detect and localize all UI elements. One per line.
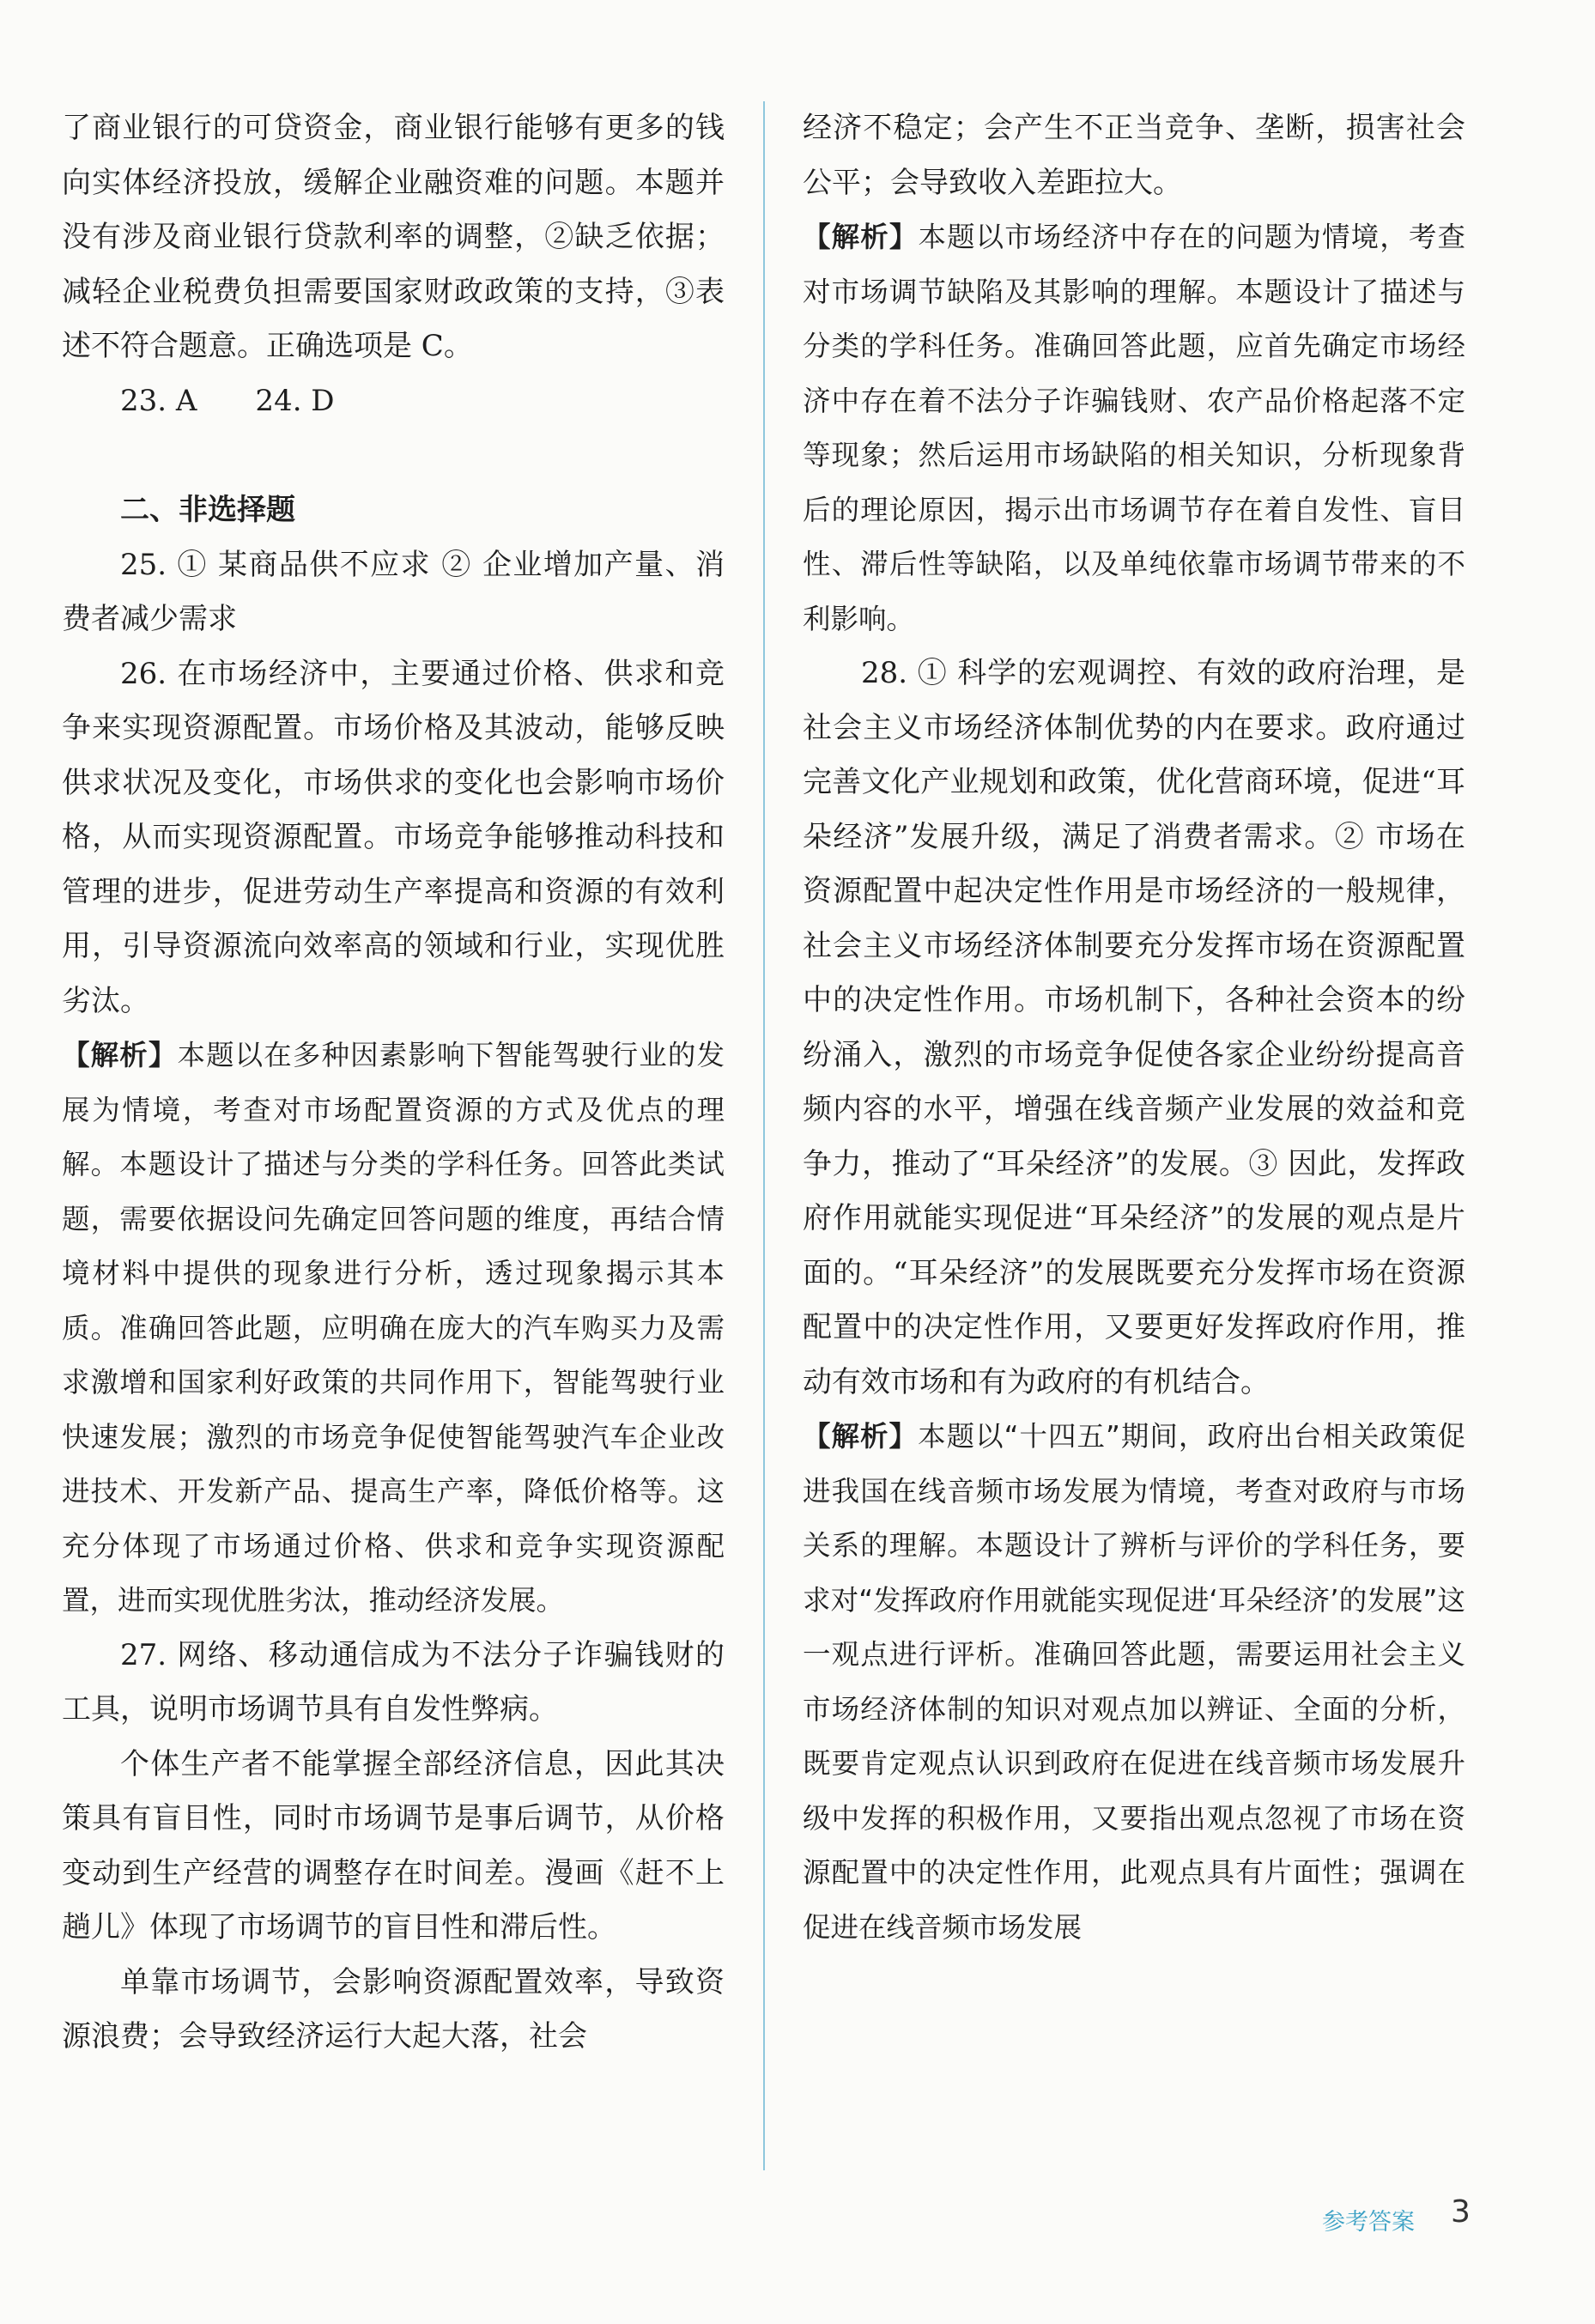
answer-27-part3: 单靠市场调节，会影响资源配置效率，导致资源浪费；会导致经济运行大起大落，社会: [62, 1964, 725, 2054]
page-number: 3: [1451, 2194, 1471, 2230]
analysis-26: [62, 1029, 725, 1629]
section-title: 二、非选择题: [120, 493, 295, 527]
answers-23-24: 23. A 24. D: [120, 383, 335, 418]
analysis-tag: 【解析】: [803, 221, 919, 253]
column-divider: [763, 101, 765, 2170]
analysis-28: [803, 1410, 1465, 1955]
left-paragraph-continuation: 了商业银行的可贷资金，商业银行能够有更多的钱向实体经济投放，缓解企业融资难的问题。本题并没有涉及商业银行贷款利率的调整，②缺乏依据；减轻企业税费负担需要国家财政政策的支持，③表述不符合题意。正确选项是 C。: [62, 111, 725, 363]
analysis-26-text: 本题以在多种因素影响下智能驾驶行业的发展为情境，考查对市场配置资源的方式及优点的理解。本题设计了描述与分类的学科任务。回答此类试题，需要依据设问先确定回答问题的维度，再结合情境材料中提供的现象进行分析，透过现象揭示其本质。准确回答此题，应明确在庞大的汽车购买力及需求激增和国家利好政策的共同作用下，智能驾驶行业快速发展；激烈的市场竞争促使智能驾驶汽车企业改进技术、开发新产品、提高生产率，降低价格等。这充分体现了市场通过价格、供求和竞争实现资源配置，进而实现优胜劣汰，推动经济发展。: [62, 1039, 725, 1617]
left-column: [62, 101, 725, 2065]
answer-28: 28. ① 科学的宏观调控、有效的政府治理，是社会主义市场经济体制优势的内在要求。政府通过完善文化产业规划和政策，优化营商环境，促进“耳朵经济”发展升级，满足了消费者需求。② 市场在资源配置中起决定性作用是市场经济的一般规律，社会主义市场经济体制要充分发挥市场在资源配置中的决定性作用。市场机制下，各种社会资本的纷纷涌入，激烈的市场竞争促使各家企业纷纷提高音频内容的水平，增强在线音频产业发展的效益和竞争力，推动了“耳朵经济”的发展。③ 因此，发挥政府作用就能实现促进“耳朵经济”的发展的观点是片面的。“耳朵经济”的发展既要充分发挥市场在资源配置中的决定性作用，又要更好发挥政府作用，推动有效市场和有为政府的有机结合。: [803, 656, 1465, 1399]
right-column: [803, 101, 1465, 1955]
answer-25: 25. ① 某商品供不应求 ② 企业增加产量、消费者减少需求: [62, 547, 725, 636]
answer-26: 26. 在市场经济中，主要通过价格、供求和竞争来实现资源配置。市场价格及其波动，能够反映供求状况及变化，市场供求的变化也会影响市场价格，从而实现资源配置。市场竞争能够推动科技和管理的进步，促进劳动生产率提高和资源的有效利用，引导资源流向效率高的领域和行业，实现优胜劣汰。: [62, 656, 725, 1018]
answer-27-part2: 个体生产者不能掌握全部经济信息，因此其决策具有盲目性，同时市场调节是事后调节，从价格变动到生产经营的调整存在时间差。漫画《赶不上趟儿》体现了市场调节的盲目性和滞后性。: [62, 1746, 725, 1945]
analysis-28-text: 本题以“十四五”期间，政府出台相关政策促进我国在线音频市场发展为情境，考查对政府与市场关系的理解。本题设计了辨析与评价的学科任务，要求对“发挥政府作用就能实现促进‘耳朵经济’的发展”这一观点进行评析。准确回答此题，需要运用社会主义市场经济体制的知识对观点加以辨证、全面的分析，既要肯定观点认识到政府在促进在线音频市场发展升级中发挥的积极作用，又要指出观点忽视了市场在资源配置中的决定性作用，此观点具有片面性；强调在促进在线音频市场发展: [803, 1420, 1465, 1944]
analysis-tag: 【解析】: [803, 1420, 919, 1453]
analysis-tag: 【解析】: [62, 1039, 178, 1071]
analysis-27: [803, 210, 1465, 646]
footer-label: 参考答案: [1322, 2209, 1415, 2236]
right-paragraph-continuation: 经济不稳定；会产生不正当竞争、垄断，损害社会公平；会导致收入差距拉大。: [803, 111, 1465, 200]
answer-27-part1: 27. 网络、移动通信成为不法分子诈骗钱财的工具，说明市场调节具有自发性弊病。: [62, 1637, 725, 1726]
analysis-27-text: 本题以市场经济中存在的问题为情境，考查对市场调节缺陷及其影响的理解。本题设计了描述与分类的学科任务。准确回答此题，应首先确定市场经济中存在着不法分子诈骗钱财、农产品价格起落不定等现象；然后运用市场缺陷的相关知识，分析现象背后的理论原因，揭示出市场调节存在着自发性、盲目性、滞后性等缺陷，以及单纯依靠市场调节带来的不利影响。: [803, 221, 1465, 635]
